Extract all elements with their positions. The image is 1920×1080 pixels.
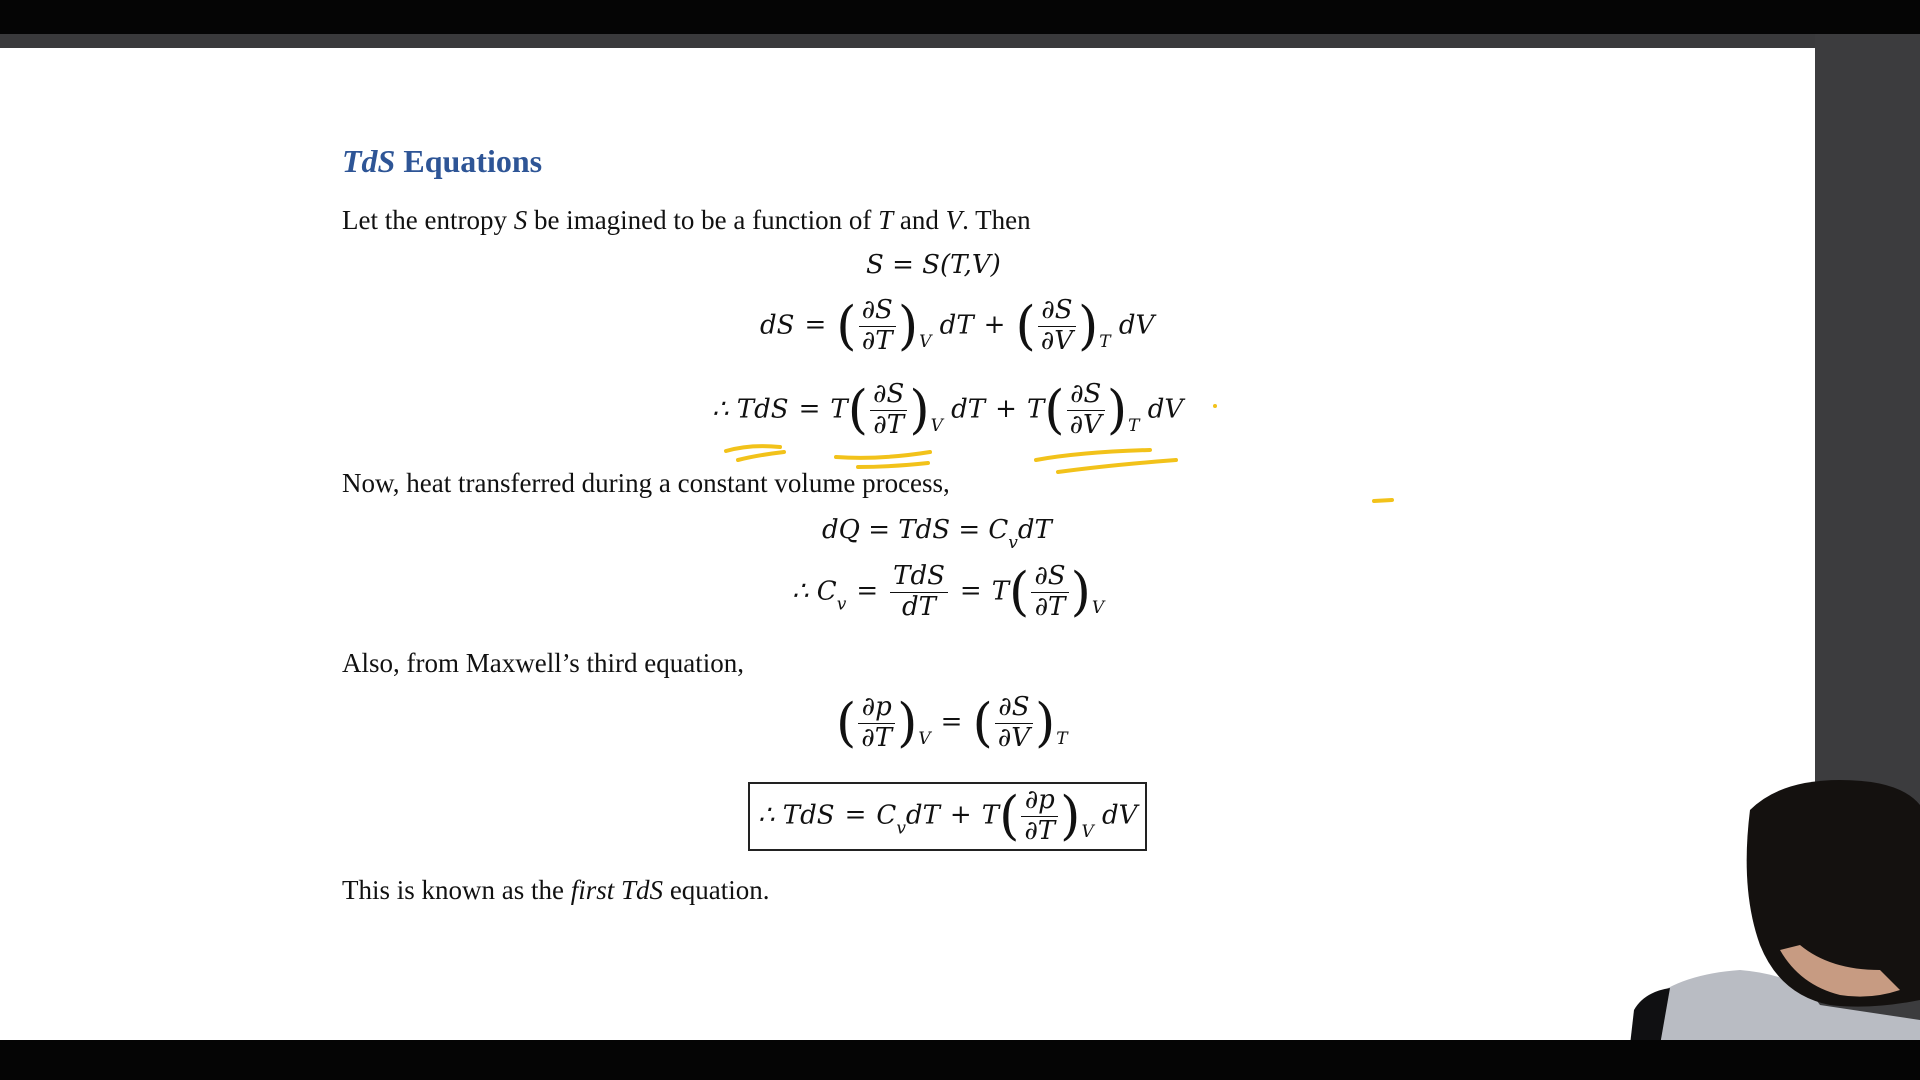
eq4-end: dT [1017,515,1052,545]
eq3-frac-2 [1067,380,1105,441]
eq3-frac1-den: ∂T [873,409,905,440]
eq3-frac2-den: ∂V [1069,409,1102,440]
top-bar [0,0,1920,34]
para1-mid: be imagined to be a function of [527,205,879,235]
para4-first: first [570,875,615,905]
equation-1: S = S(T,V) [866,250,1001,280]
eq6-sub-1: V [918,729,931,750]
eq3-paren-close-1: ) [909,380,930,441]
eq5-equals-2: = [959,576,982,607]
eq2-dV: dV [1118,310,1155,341]
eq2-sub-1: V [919,332,932,353]
eq5-frac2-den: ∂T [1034,591,1066,622]
eq2-sub-2: T [1099,332,1111,353]
eq6-paren-close-1: ) [897,693,918,754]
bottom-bar [0,1040,1920,1080]
eq2-lhs: dS [760,310,795,341]
eq6-paren-open-1: ( [836,693,857,754]
eq2-frac1-num: ∂S [859,296,896,327]
eq3-sub-1: V [930,416,943,437]
eq4-sub: v [1008,533,1018,553]
eq3-plus: + [995,394,1017,425]
section-title [342,143,542,180]
eq5-frac1-den: dT [902,591,936,622]
eq3-frac2-num: ∂S [1067,380,1105,411]
boxed-first-tds-equation [748,782,1147,851]
para1-end: . Then [962,205,1031,235]
eq2-frac2-num: ∂S [1038,296,1076,327]
para4-tds: TdS [614,875,664,905]
eq7-equals: = [844,800,867,831]
eq3-paren-close-2: ) [1106,380,1128,441]
eq3-dV: dV [1147,394,1184,425]
paragraph-4 [342,875,770,906]
eq6-paren-close-2: ) [1035,693,1056,754]
eq6-frac1-num: ∂p [858,693,895,724]
eq5-frac-1 [890,562,948,623]
eq2-equals: = [804,310,827,341]
eq7-cv: C [876,800,897,831]
eq6-frac-2 [995,693,1033,754]
eq3-paren-open-1: ( [847,380,869,441]
eq6-equals: = [940,707,963,738]
eq5-equals-1: = [856,576,879,607]
eq5-paren-close: ) [1070,562,1091,623]
equation-2 [760,296,1154,357]
eq2-plus: + [983,310,1006,341]
eq5-frac2-num: ∂S [1031,562,1068,593]
eq3-dT: dT [951,394,986,425]
title-suffix: Equations [395,143,543,179]
eq3-frac1-num: ∂S [870,380,907,411]
eq3-equals: = [798,394,821,425]
eq7-sub: V [1081,822,1094,843]
eq2-frac-1 [859,296,896,357]
eq3-T1: T [830,394,848,425]
eq5-T: T [991,576,1010,607]
eq2-paren-open-2: ( [1015,296,1036,357]
eq2-frac1-den: ∂T [861,325,893,356]
eq5-frac1-num: TdS [890,562,948,593]
eq2-paren-close-1: ) [897,296,919,357]
title-tds: TdS [342,143,396,179]
eq7-dT: dT [905,800,940,831]
eq6-paren-open-2: ( [972,693,993,754]
paragraph-1 [342,205,1031,236]
eq3-paren-open-2: ( [1044,380,1065,441]
eq6-frac1-den: ∂T [861,722,893,753]
para1-text: Let the entropy [342,205,514,235]
equation-4 [822,515,1052,553]
eq4-main: dQ = TdS = C [822,515,1009,545]
eq7-frac [1021,786,1058,847]
eq3-sub-2: T [1128,416,1140,437]
eq6-frac-1 [858,693,895,754]
eq5-frac-2 [1031,562,1068,623]
eq7-frac-num: ∂p [1021,786,1058,817]
equation-5 [792,562,1104,623]
eq7-lhs: ∴ TdS [758,800,835,831]
eq6-frac2-den: ∂V [997,722,1030,753]
para1-t: T [878,205,894,235]
eq7-T: T [981,800,1000,831]
eq6-sub-2: T [1056,729,1068,750]
eq3-T2: T [1026,394,1045,425]
equation-6 [836,693,1068,754]
para1-v: V [945,205,963,235]
webcam-overlay [1630,770,1920,1045]
para4-end: equation. [663,875,770,905]
paragraph-2: Now, heat transferred during a constant volume process, [342,468,950,498]
para4-pre: This is known as the [342,875,571,905]
paragraph-3: Also, from Maxwell’s third equation, [342,648,744,678]
eq7-cv-sub: v [896,818,906,839]
eq2-paren-close-2: ) [1078,296,1099,357]
eq5-lhs: ∴ C [792,576,837,607]
equation-3 [712,380,1183,441]
eq2-paren-open-1: ( [836,296,857,357]
eq5-lhs-sub: v [836,594,847,615]
eq5-paren-open: ( [1009,562,1030,623]
eq3-frac-1 [870,380,907,441]
para1-s: S [513,205,528,235]
eq7-dV: dV [1102,800,1138,831]
eq2-dT: dT [939,310,974,341]
eq7-plus: + [949,800,972,831]
eq6-frac2-num: ∂S [995,693,1033,724]
top-strip [0,34,1920,48]
eq5-sub: V [1091,598,1105,619]
eq7-paren-close: ) [1060,786,1081,847]
eq7-frac-den: ∂T [1024,815,1056,846]
eq7-paren-open: ( [999,786,1020,847]
eq2-frac-2 [1038,296,1076,357]
eq2-frac2-den: ∂V [1040,325,1073,356]
eq3-lhs: ∴ TdS [712,394,789,425]
para1-and: and [893,205,946,235]
